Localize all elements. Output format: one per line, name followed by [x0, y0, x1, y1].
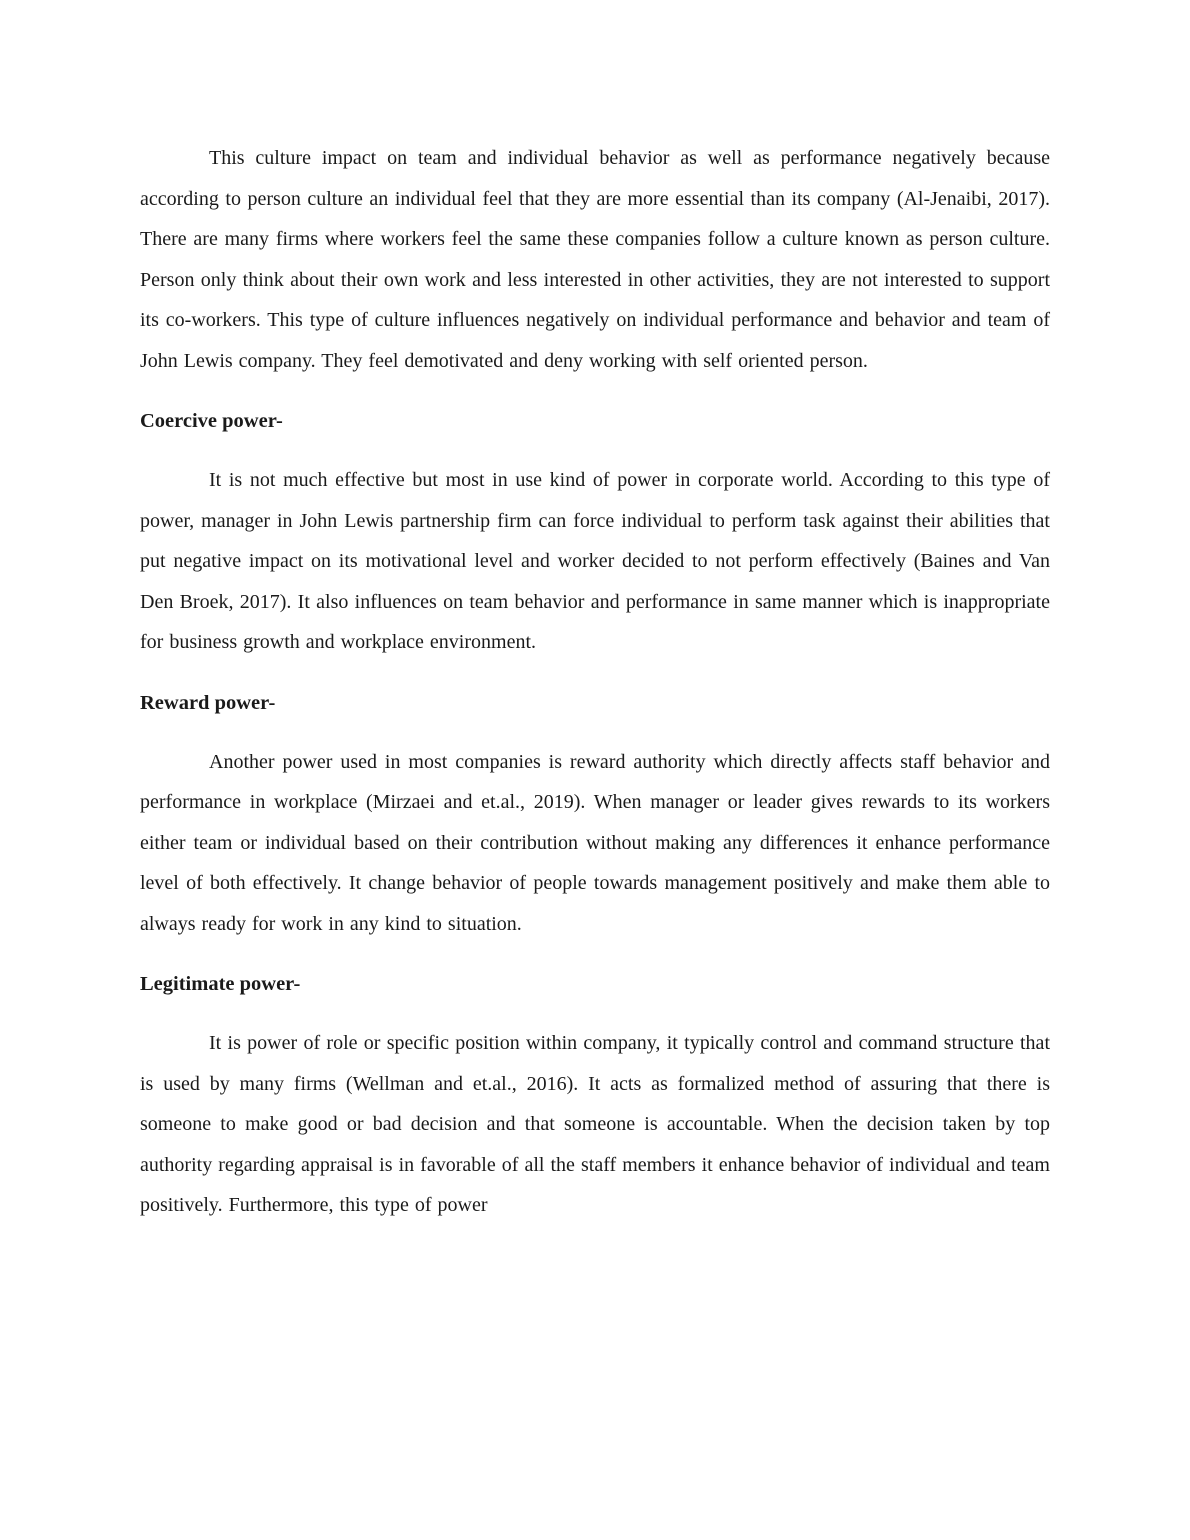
- section-heading-coercive-power: Coercive power-: [140, 410, 283, 432]
- paragraph-coercive-power: It is not much effective but most in use kind of power in corporate world. According to this type of power, manager in John Lewis partnership firm can force individual to perform task against their abilities that put negative impact on its motivational level and worker decided to not perform effectively (Baines and Van Den Broek, 2017). It also influences on team behavior and performance in same manner which is inappropriate for business growth and workplace environment.: [140, 469, 1050, 653]
- paragraph-reward-power: Another power used in most companies is reward authority which directly affects staff behavior and performance in workplace (Mirzaei and et.al., 2019). When manager or leader gives rewards to its workers either team or individual based on their contribution without making any differences it enhance performance level of both effectively. It change behavior of people towards management positively and make them able to always ready for work in any kind to situation.: [140, 750, 1050, 935]
- section-heading-legitimate-power: Legitimate power-: [140, 973, 301, 995]
- section-heading-reward-power: Reward power-: [140, 691, 276, 714]
- paragraph-person-culture: This culture impact on team and individual behavior as well as performance negatively because according to person culture an individual feel that they are more essential than its company (Al-Jenaibi, 2017). There are many firms where workers feel the same these companies follow a culture known as person culture. Person only think about their own work and less interested in other activities, they are not interested to support its co-workers. This type of culture influences negatively on individual performance and behavior and team of John Lewis company. They feel demotivated and deny working with self oriented person.: [140, 147, 1050, 372]
- document-body: [140, 138, 1050, 1226]
- paragraph-legitimate-power: It is power of role or specific position within company, it typically control and command structure that is used by many firms (Wellman and et.al., 2016). It acts as formalized method of assuring that there is someone to make good or bad decision and that someone is accountable. When the decision taken by top authority regarding appraisal is in favorable of all the staff members it enhance behavior of individual and team positively. Furthermore, this type of power: [140, 1032, 1050, 1216]
